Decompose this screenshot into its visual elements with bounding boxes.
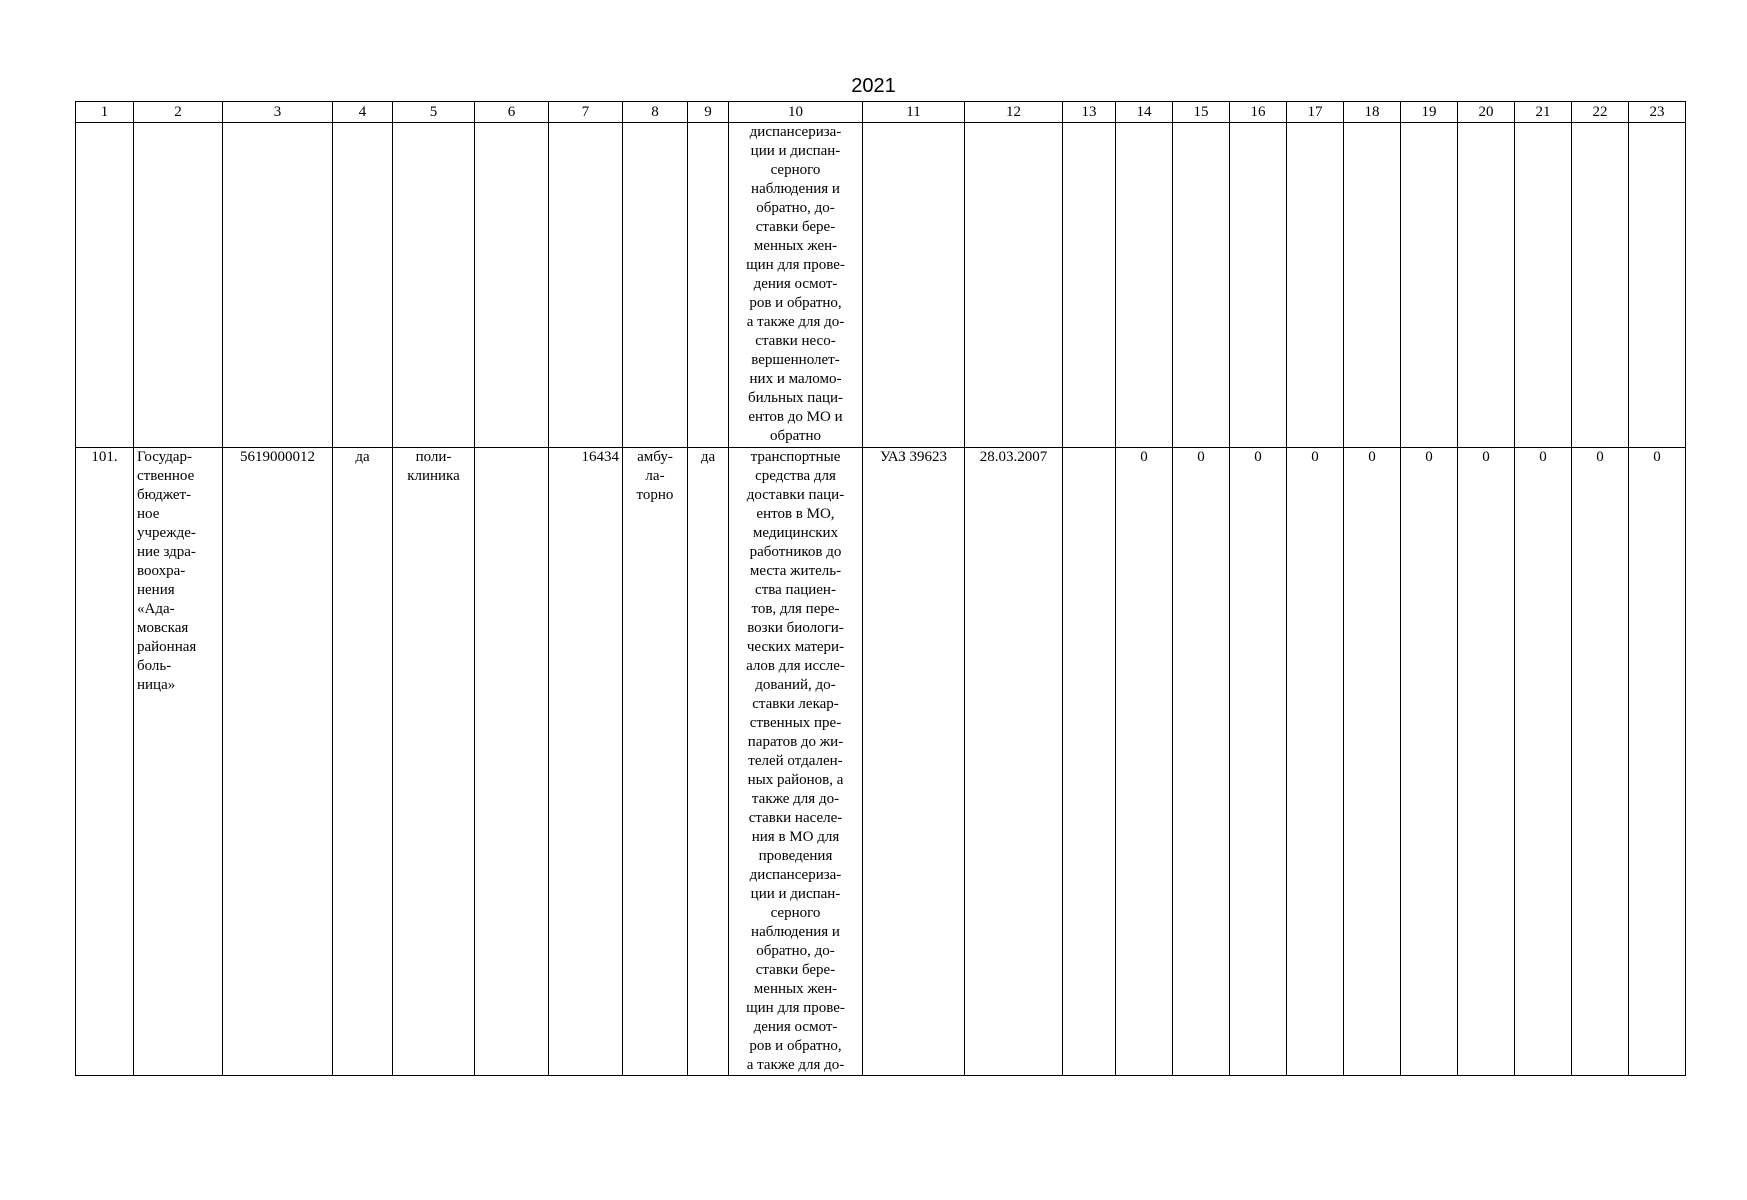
text-line: клиника — [407, 468, 460, 484]
text-line: серного — [770, 905, 821, 921]
inn-cell: 5619000012 — [223, 448, 333, 1076]
text-line: бюджет- — [137, 487, 192, 503]
text-line: места житель- — [749, 563, 842, 579]
empty-cell — [688, 123, 729, 448]
text-line: также для до- — [751, 791, 840, 807]
column-number: 8 — [623, 102, 688, 123]
text-line: диспансериза- — [749, 124, 842, 140]
text-line: них и маломо- — [749, 371, 842, 387]
text-line: ции и диспан- — [750, 886, 841, 902]
empty-cell — [1344, 123, 1401, 448]
text-line: бильных паци- — [747, 390, 844, 406]
value-cell: 0 — [1116, 448, 1173, 1076]
text-line: транспортные — [750, 449, 841, 465]
row-number: 101. — [76, 448, 134, 1076]
empty-cell — [223, 123, 333, 448]
column-number: 15 — [1173, 102, 1230, 123]
text-line: ставки населе- — [748, 810, 843, 826]
text-line: ции и диспан- — [750, 143, 841, 159]
text-line: ных районов, а — [747, 772, 844, 788]
continued-row — [76, 123, 1686, 448]
column-number: 7 — [549, 102, 623, 123]
text-line: воохра- — [137, 563, 186, 579]
text-line: паратов до жи- — [747, 734, 844, 750]
value-cell: 0 — [1572, 448, 1629, 1076]
text-line: работников до — [749, 544, 842, 560]
text-line: возки биологи- — [747, 620, 844, 636]
text-line: проведения — [758, 848, 833, 864]
text-line: ния в МО для — [751, 829, 840, 845]
column-number: 1 — [76, 102, 134, 123]
column-number: 5 — [393, 102, 475, 123]
column-number-row — [76, 102, 1686, 123]
text-line: наблюдения и — [751, 181, 840, 197]
text-line: ставки бере- — [755, 962, 836, 978]
text-line: амбу- — [637, 449, 673, 465]
text-line: ставки бере- — [755, 219, 836, 235]
text-line: ства пациен- — [755, 582, 836, 598]
text-line: ное — [137, 506, 160, 522]
column-number: 16 — [1230, 102, 1287, 123]
text-line: диспансериза- — [749, 867, 842, 883]
column-number: 10 — [729, 102, 863, 123]
text-line: наблюдения и — [751, 924, 840, 940]
text-line: ла- — [645, 468, 665, 484]
column-number: 17 — [1287, 102, 1344, 123]
empty-cell — [333, 123, 393, 448]
value-cell: 0 — [1230, 448, 1287, 1076]
empty-cell — [623, 123, 688, 448]
text-line: учрежде- — [137, 525, 196, 541]
column-number: 11 — [863, 102, 965, 123]
column-number: 14 — [1116, 102, 1173, 123]
column-number: 21 — [1515, 102, 1572, 123]
registry-table — [75, 101, 1686, 1076]
text-line: средства для — [755, 468, 836, 484]
text-line: обратно, до- — [756, 200, 835, 216]
text-line: нения — [137, 582, 175, 598]
text-line: а также для до- — [746, 314, 845, 330]
empty-cell — [134, 123, 223, 448]
text-line: ственных пре- — [749, 715, 842, 731]
empty-cell — [863, 123, 965, 448]
text-line: ентов в МО, — [756, 506, 835, 522]
empty-cell — [1063, 123, 1116, 448]
text-line: ставки лекар- — [752, 696, 839, 712]
column-number: 23 — [1629, 102, 1686, 123]
column-number: 9 — [688, 102, 729, 123]
empty-cell — [965, 123, 1063, 448]
col4-cell: да — [333, 448, 393, 1076]
table-row — [76, 448, 1686, 1076]
empty-cell — [475, 123, 549, 448]
column-number: 13 — [1063, 102, 1116, 123]
text-line: дения осмот- — [753, 1019, 838, 1035]
col13-cell — [1063, 448, 1116, 1076]
text-line: телей отдален- — [748, 753, 843, 769]
text-line: Государ- — [137, 449, 193, 465]
value-cell: 0 — [1515, 448, 1572, 1076]
care-type — [623, 448, 688, 1076]
column-number: 22 — [1572, 102, 1629, 123]
continued-purpose-cell — [729, 123, 863, 448]
empty-cell — [1515, 123, 1572, 448]
column-number: 3 — [223, 102, 333, 123]
text-line: торно — [636, 487, 674, 503]
text-line: алов для иссле- — [746, 658, 845, 674]
value-cell: 0 — [1287, 448, 1344, 1076]
text-line: мовская — [137, 620, 189, 636]
text-line: ственное — [137, 468, 195, 484]
text-line: щин для прове- — [746, 1000, 845, 1016]
empty-cell — [1401, 123, 1458, 448]
empty-cell — [76, 123, 134, 448]
empty-cell — [1629, 123, 1686, 448]
text-line: ческих матери- — [746, 639, 845, 655]
empty-cell — [1230, 123, 1287, 448]
column-number: 18 — [1344, 102, 1401, 123]
text-line: ние здра- — [137, 544, 196, 560]
text-line: «Ада- — [137, 601, 175, 617]
organization-name — [134, 448, 223, 1076]
text-line: ров и обратно, — [749, 295, 842, 311]
empty-cell — [549, 123, 623, 448]
text-line: а также для до- — [746, 1057, 845, 1073]
text-line: щин для прове- — [746, 257, 845, 273]
text-line: вершеннолет- — [751, 352, 840, 368]
text-line: поли- — [415, 449, 452, 465]
empty-cell — [1116, 123, 1173, 448]
text-line: обратно — [770, 428, 821, 444]
empty-cell — [1458, 123, 1515, 448]
col7-cell: 16434 — [549, 448, 623, 1076]
vehicle-model: УАЗ 39623 — [863, 448, 965, 1076]
text-line: районная — [137, 639, 197, 655]
column-number: 12 — [965, 102, 1063, 123]
facility-type — [393, 448, 475, 1076]
text-line: ров и обратно, — [749, 1038, 842, 1054]
column-number: 6 — [475, 102, 549, 123]
empty-cell — [1287, 123, 1344, 448]
col9-cell: да — [688, 448, 729, 1076]
text-line: ентов до МО и — [748, 409, 843, 425]
text-line: дения осмот- — [753, 276, 838, 292]
text-line: дований, до- — [755, 677, 836, 693]
text-line: тов, для пере- — [751, 601, 840, 617]
value-cell: 0 — [1458, 448, 1515, 1076]
purpose-cell — [729, 448, 863, 1076]
column-number: 19 — [1401, 102, 1458, 123]
registration-date: 28.03.2007 — [965, 448, 1063, 1076]
column-number: 2 — [134, 102, 223, 123]
value-cell: 0 — [1173, 448, 1230, 1076]
value-cell: 0 — [1629, 448, 1686, 1076]
page-number: 2021 — [851, 75, 896, 97]
text-line: ница» — [137, 677, 176, 693]
text-line: ставки несо- — [755, 333, 836, 349]
column-number: 4 — [333, 102, 393, 123]
empty-cell — [1173, 123, 1230, 448]
text-line: менных жен- — [753, 981, 838, 997]
empty-cell — [1572, 123, 1629, 448]
text-line: обратно, до- — [756, 943, 835, 959]
value-cell: 0 — [1401, 448, 1458, 1076]
value-cell: 0 — [1344, 448, 1401, 1076]
text-line: медицинских — [752, 525, 839, 541]
text-line: серного — [770, 162, 821, 178]
column-number: 20 — [1458, 102, 1515, 123]
text-line: менных жен- — [753, 238, 838, 254]
empty-cell — [393, 123, 475, 448]
text-line: боль- — [137, 658, 172, 674]
col6-cell — [475, 448, 549, 1076]
text-line: доставки паци- — [746, 487, 845, 503]
